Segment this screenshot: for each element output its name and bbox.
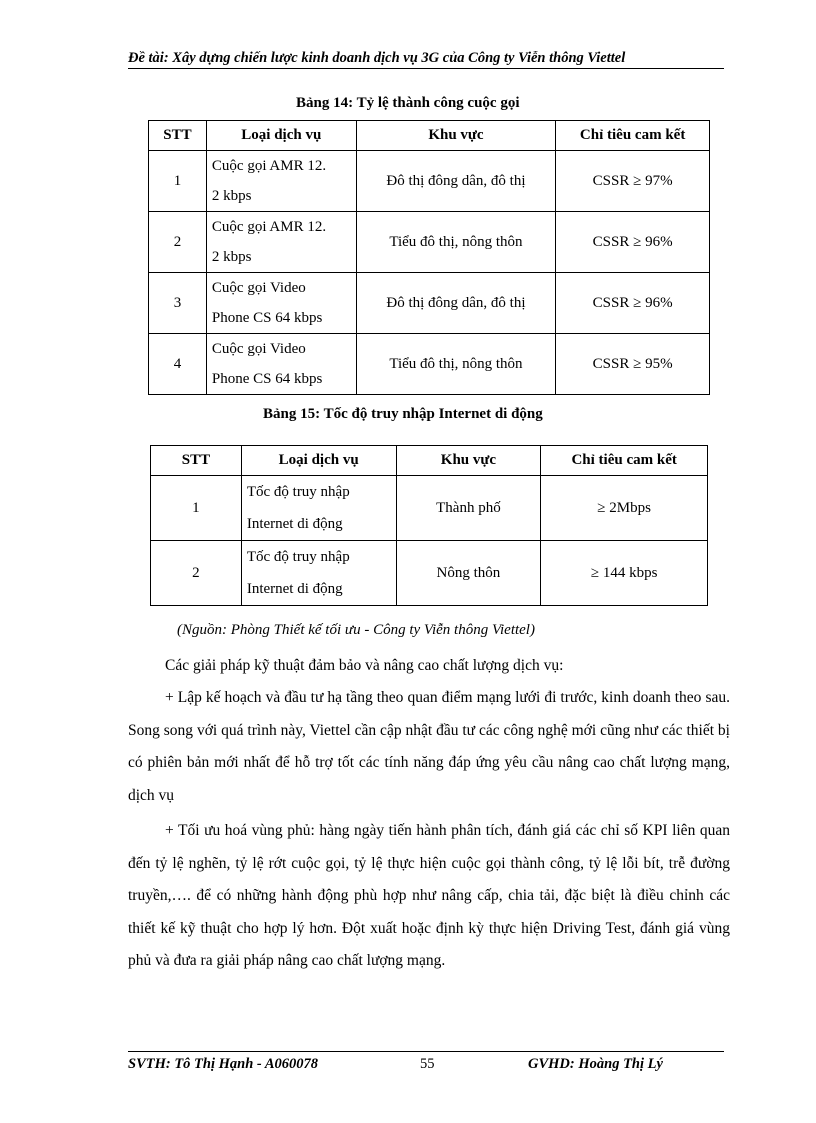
- cell-service: [241, 541, 396, 606]
- col-header-target: Chỉ tiêu cam kết: [541, 446, 708, 476]
- cell-area: Tiểu đô thị, nông thôn: [356, 334, 556, 395]
- cell-target: CSSR ≥ 96%: [556, 212, 710, 273]
- cell-service-line: Cuộc gọi Video: [211, 341, 306, 357]
- table-row: [149, 273, 710, 334]
- cell-target: ≥ 2Mbps: [541, 476, 708, 541]
- col-header-stt: STT: [151, 446, 242, 476]
- cell-service-line: 2 kbps: [211, 249, 252, 265]
- table-row: [151, 476, 708, 541]
- paragraph-intro: [128, 650, 730, 683]
- cell-area: Đô thị đông dân, đô thị: [356, 151, 556, 212]
- cell-service-line: Phone CS 64 kbps: [211, 310, 323, 326]
- table-row: [149, 151, 710, 212]
- page-header: Đề tài: Xây dựng chiến lược kinh doanh dịch vụ 3G của Công ty Viễn thông Viettel: [128, 50, 724, 69]
- col-header-service: Loại dịch vụ: [241, 446, 396, 476]
- col-header-area: Khu vực: [396, 446, 541, 476]
- col-header-area: Khu vực: [356, 121, 556, 151]
- cell-target: CSSR ≥ 96%: [556, 273, 710, 334]
- table-row: [151, 541, 708, 606]
- footer-advisor: GVHD: Hoàng Thị Lý: [528, 1056, 663, 1072]
- cell-stt: 4: [149, 334, 207, 395]
- paragraph-coverage: [128, 815, 730, 978]
- col-header-stt: STT: [149, 121, 207, 151]
- cell-stt: 2: [151, 541, 242, 606]
- table-row: [149, 334, 710, 395]
- cell-service-line: Cuộc gọi Video: [211, 280, 306, 296]
- page-number: 55: [420, 1056, 435, 1072]
- col-header-target: Chỉ tiêu cam kết: [556, 121, 710, 151]
- table-source-note: (Nguồn: Phòng Thiết kế tối ưu - Công ty Viễn thông Viettel): [177, 622, 535, 638]
- cell-stt: 2: [149, 212, 207, 273]
- footer-divider: [128, 1051, 724, 1052]
- footer-student: SVTH: Tô Thị Hạnh - A060078: [128, 1056, 319, 1072]
- table14-caption: Bảng 14: Tỷ lệ thành công cuộc gọi: [296, 95, 520, 111]
- paragraph-infrastructure: [128, 682, 730, 812]
- paragraph-text: + Tối ưu hoá vùng phủ: hàng ngày tiến hành phân tích, đánh giá các chỉ số KPI liên quan đến tỷ lệ nghẽn, tỷ lệ rớt cuộc gọi, tỷ lệ thực hiện cuộc gọi thành công, tỷ lệ lỗi bít, trễ đường truyền,…. để có những hành động phù hợp như nâng cấp, chia tải, đặc biệt là điều chỉnh các thiết kế kỹ thuật cho hợp lý hơn. Đột xuất hoặc định kỳ thực hiện Driving Test, đánh giá vùng phủ và đưa ra giải pháp nâng cao chất lượng mạng.: [128, 822, 730, 969]
- cell-service-line: Cuộc gọi AMR 12.: [211, 219, 327, 235]
- cell-stt: 1: [149, 151, 207, 212]
- cell-service-line: Tốc độ truy nhập: [246, 484, 350, 500]
- table-row: [149, 212, 710, 273]
- cell-service: [206, 273, 356, 334]
- cell-service-line: 2 kbps: [211, 188, 252, 204]
- cell-service-line: Internet di động: [246, 516, 343, 532]
- cell-service-line: Internet di động: [246, 581, 343, 597]
- cell-service-line: Phone CS 64 kbps: [211, 371, 323, 387]
- cell-area: Thành phố: [396, 476, 541, 541]
- paragraph-text: + Lập kế hoạch và đầu tư hạ tầng theo quan điểm mạng lưới đi trước, kinh doanh theo sau. Song song với quá trình này, Viettel cần cập nhật đầu tư các công nghệ mới cũng như các thiết bị có phiên bản mới nhất để hỗ trợ tốt các tính năng đáp ứng yêu cầu nâng cao chất lượng mạng, dịch vụ: [128, 689, 730, 804]
- cell-service: [206, 334, 356, 395]
- table-header-row: [151, 446, 708, 476]
- col-header-service: Loại dịch vụ: [206, 121, 356, 151]
- table-call-success-rate: [148, 120, 710, 395]
- table-header-row: [149, 121, 710, 151]
- table15-caption: Bảng 15: Tốc độ truy nhập Internet di động: [263, 406, 543, 422]
- cell-target: CSSR ≥ 97%: [556, 151, 710, 212]
- cell-area: Đô thị đông dân, đô thị: [356, 273, 556, 334]
- cell-target: ≥ 144 kbps: [541, 541, 708, 606]
- cell-area: Tiểu đô thị, nông thôn: [356, 212, 556, 273]
- cell-service-line: Cuộc gọi AMR 12.: [211, 158, 327, 174]
- cell-service: [206, 151, 356, 212]
- table-internet-speed: [150, 445, 708, 606]
- cell-service-line: Tốc độ truy nhập: [246, 549, 350, 565]
- cell-target: CSSR ≥ 95%: [556, 334, 710, 395]
- cell-stt: 1: [151, 476, 242, 541]
- cell-service: [241, 476, 396, 541]
- cell-stt: 3: [149, 273, 207, 334]
- paragraph-text: Các giải pháp kỹ thuật đảm bảo và nâng cao chất lượng dịch vụ:: [165, 657, 564, 674]
- cell-area: Nông thôn: [396, 541, 541, 606]
- cell-service: [206, 212, 356, 273]
